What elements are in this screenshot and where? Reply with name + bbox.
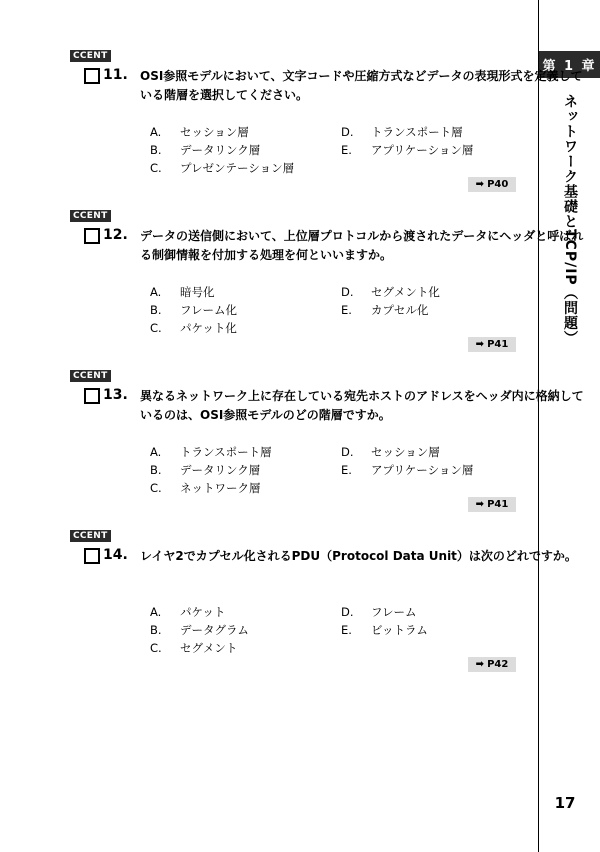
choice-e: E. ビットラム — [341, 623, 428, 637]
choice-b: B. データリンク層 — [150, 143, 261, 157]
page-number: 17 — [554, 794, 576, 812]
question-text: OSI参照モデルにおいて、文字コードや圧縮方式などデータの表現形式を定義している階層を選択してください。 — [140, 69, 583, 102]
question-text: 異なるネットワーク上に存在している宛先ホストのアドレスをヘッダ内に格納しているのは、OSI参照モデルのどの階層ですか。 — [140, 389, 584, 422]
choice-c: C. セグメント — [150, 641, 238, 655]
question-checkbox[interactable] — [84, 388, 100, 404]
arrow-right-icon: ➡ — [475, 499, 485, 510]
arrow-right-icon: ➡ — [475, 179, 485, 190]
question-checkbox[interactable] — [84, 68, 100, 84]
ccent-badge: CCENT — [70, 370, 111, 382]
question-checkbox[interactable] — [84, 548, 100, 564]
question-14 — [70, 530, 577, 680]
choice-list — [150, 603, 530, 657]
choice-b: B. データグラム — [150, 623, 249, 637]
choice-d: D. フレーム — [341, 605, 417, 619]
arrow-right-icon: ➡ — [475, 659, 485, 670]
choice-e: E. アプリケーション層 — [341, 463, 474, 477]
ccent-badge: CCENT — [70, 530, 111, 542]
side-rule — [538, 0, 539, 852]
chapter-tab: 第 1 章 — [539, 51, 600, 78]
page-reference[interactable]: ➡ P41 — [468, 497, 516, 512]
choice-e: E. アプリケーション層 — [341, 143, 474, 157]
choice-list — [150, 443, 530, 497]
choice-d: D. セッション層 — [341, 445, 440, 459]
question-13 — [70, 370, 584, 520]
choice-list — [150, 283, 530, 337]
ccent-badge: CCENT — [70, 210, 111, 222]
choice-c: C. パケット化 — [150, 321, 237, 335]
choice-a: A. トランスポート層 — [150, 445, 272, 459]
choice-b: B. フレーム化 — [150, 303, 238, 317]
choice-a: A. セッション層 — [150, 125, 249, 139]
question-number: 11. — [103, 67, 128, 83]
choice-a: A. パケット — [150, 605, 226, 619]
question-text: データの送信側において、上位層プロトコルから渡されたデータにヘッダと呼ばれる制御情報を付加する処理を何といいますか。 — [140, 229, 584, 262]
choice-c: C. プレゼンテーション層 — [150, 161, 295, 175]
page-reference[interactable]: ➡ P42 — [468, 657, 516, 672]
chapter-title: ネットワーク基礎とTCP/IP（問題） — [562, 94, 578, 346]
question-number: 13. — [103, 387, 128, 403]
choice-d: D. トランスポート層 — [341, 125, 463, 139]
choice-d: D. セグメント化 — [341, 285, 440, 299]
page-reference[interactable]: ➡ P40 — [468, 177, 516, 192]
page-reference[interactable]: ➡ P41 — [468, 337, 516, 352]
choice-list — [150, 123, 530, 177]
choice-c: C. ネットワーク層 — [150, 481, 261, 495]
question-checkbox[interactable] — [84, 228, 100, 244]
ccent-badge: CCENT — [70, 50, 111, 62]
choice-a: A. 暗号化 — [150, 285, 215, 299]
choice-b: B. データリンク層 — [150, 463, 261, 477]
arrow-right-icon: ➡ — [475, 339, 485, 350]
choice-e: E. カプセル化 — [341, 303, 429, 317]
question-number: 14. — [103, 547, 128, 563]
question-text: レイヤ2でカプセル化されるPDU（Protocol Data Unit）は次のどれですか。 — [140, 549, 577, 563]
question-number: 12. — [103, 227, 128, 243]
